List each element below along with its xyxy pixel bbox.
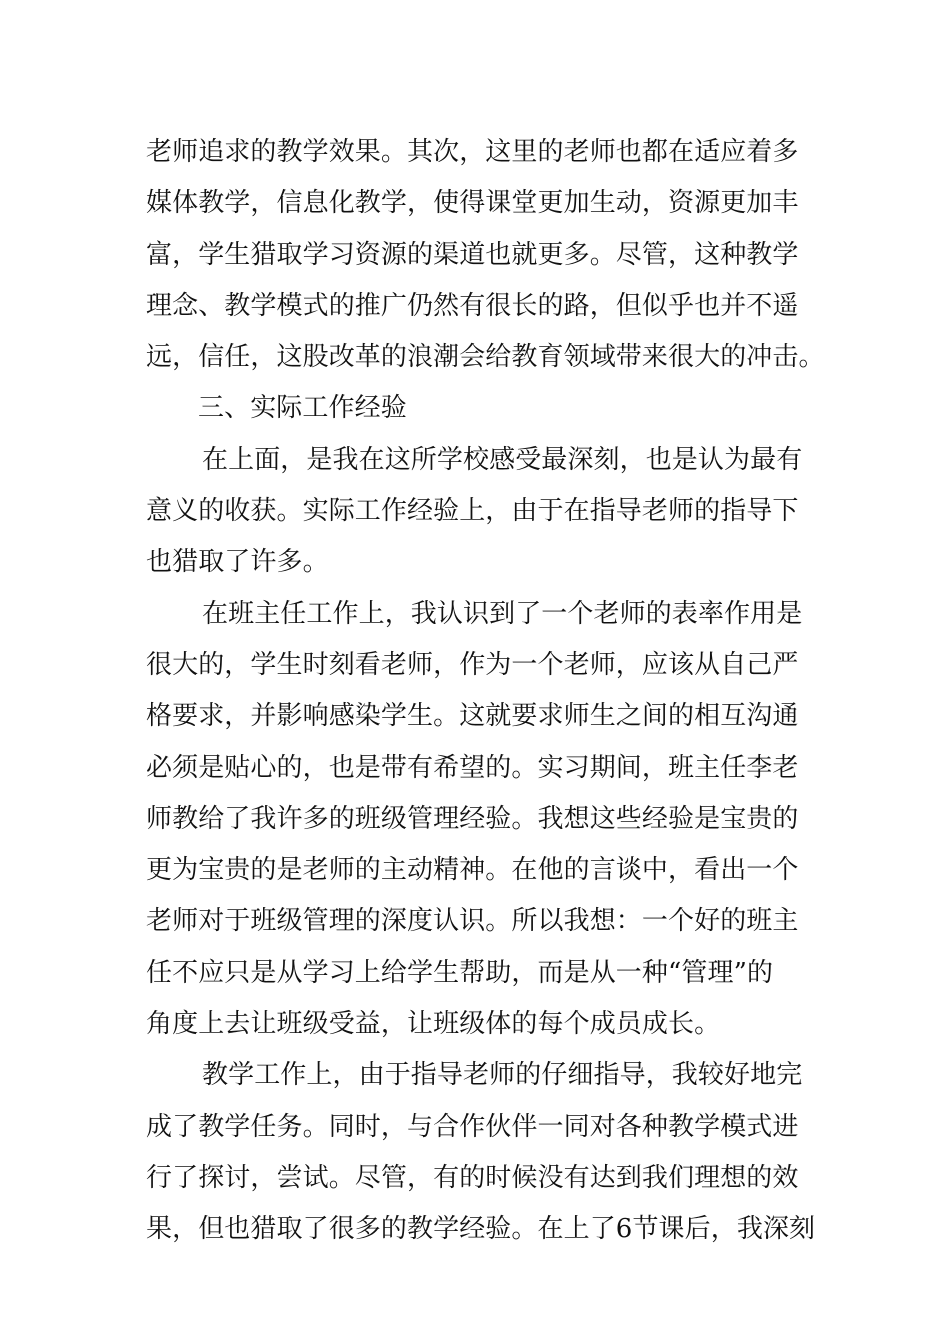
text-line: 师教给了我许多的班级管理经验。我想这些经验是宝贵的 (146, 803, 799, 834)
text-line: 更为宝贵的是老师的主动精神。在他的言谈中，看出一个 (146, 855, 799, 886)
text-line: 媒体教学，信息化教学，使得课堂更加生动，资源更加丰 (146, 188, 799, 219)
text-line: 任不应只是从学习上给学生帮助，而是从一种“管理”的 (146, 957, 774, 988)
text-line: 富，学生猎取学习资源的渠道也就更多。尽管，这种教学 (146, 239, 799, 270)
document-body (146, 127, 825, 1256)
text-line: 意义的收获。实际工作经验上，由于在指导老师的指导下 (146, 496, 799, 527)
paragraph-start: 在上面，是我在这所学校感受最深刻，也是认为最有 (202, 444, 803, 475)
text-line: 也猎取了许多。 (146, 547, 329, 578)
paragraph-start: 在班主任工作上，我认识到了一个老师的表率作用是 (202, 598, 803, 629)
text-line: 很大的，学生时刻看老师，作为一个老师，应该从自己严 (146, 649, 799, 680)
text-line: 理念、教学模式的推广仍然有很长的路，但似乎也并不遥 (146, 290, 799, 321)
section-heading: 三、实际工作经验 (198, 393, 407, 424)
text-line: 成了教学任务。同时，与合作伙伴一同对各种教学模式进 (146, 1111, 799, 1142)
paragraph-start: 教学工作上，由于指导老师的仔细指导，我较好地完 (202, 1060, 803, 1091)
text-line: 老师追求的教学效果。其次，这里的老师也都在适应着多 (146, 137, 799, 167)
text-line: 果，但也猎取了很多的教学经验。在上了6节课后，我深刻 (146, 1214, 816, 1245)
text-line: 必须是贴心的，也是带有希望的。实习期间，班主任李老 (146, 752, 799, 783)
text-line: 行了探讨，尝试。尽管，有的时候没有达到我们理想的效 (146, 1162, 799, 1193)
text-line: 老师对于班级管理的深度认识。所以我想：一个好的班主 (146, 906, 799, 937)
text-line: 格要求，并影响感染学生。这就要求师生之间的相互沟通 (146, 701, 799, 732)
text-line: 角度上去让班级受益，让班级体的每个成员成长。 (146, 1009, 721, 1040)
text-line: 远，信任，这股改革的浪潮会给教育领域带来很大的冲击。 (146, 342, 825, 373)
